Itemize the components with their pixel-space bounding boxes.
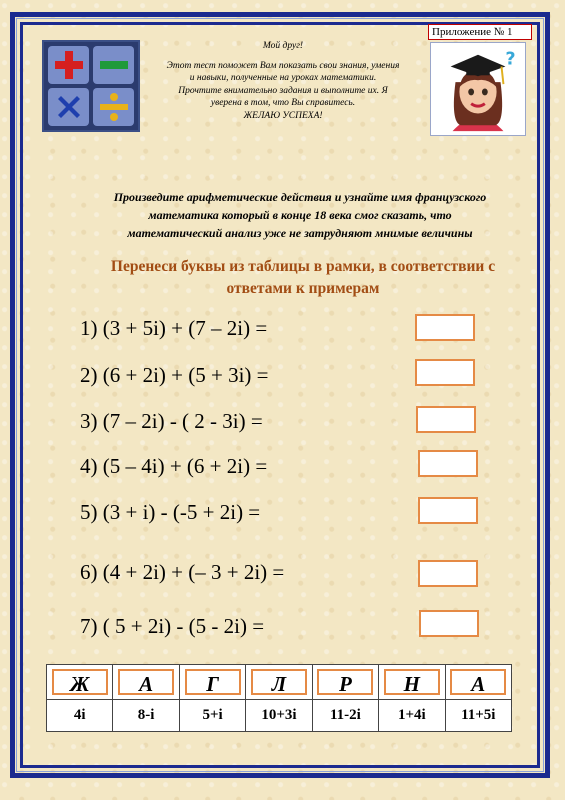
key-value: 8-i xyxy=(113,700,179,732)
key-value: 5+i xyxy=(179,700,245,732)
task-line: Произведите арифметические действия и узнайте имя французского xyxy=(113,190,487,204)
letter-cell xyxy=(312,665,378,700)
answer-box-6[interactable] xyxy=(418,560,478,587)
key-letter[interactable]: Н xyxy=(384,669,440,695)
exercise-4: 4) (5 – 4i) + (6 + 2i) = xyxy=(80,454,268,478)
intro-line: Этот тест поможет Вам показать свои знания, умения xyxy=(166,60,400,71)
intro-line: и навыки, полученные на уроках математики. xyxy=(189,73,377,83)
task-line: математика который в конце 18 века смог сказать, что xyxy=(148,208,452,222)
answer-box-3[interactable] xyxy=(416,406,476,433)
key-value: 1+4i xyxy=(379,700,445,732)
multiply-icon xyxy=(48,88,89,126)
answer-box-2[interactable] xyxy=(415,359,475,386)
answer-box-1[interactable] xyxy=(415,314,475,341)
teacher-avatar-icon xyxy=(430,42,526,136)
exercise-2: 2) (6 + 2i) + (5 + 3i) = xyxy=(80,363,269,387)
math-operations-icon xyxy=(42,40,140,132)
plus-icon xyxy=(48,46,89,84)
intro-greeting: Мой друг! xyxy=(262,41,304,51)
instruction-line: Перенеси буквы из таблицы в рамки, в соответствии с xyxy=(110,258,496,275)
exercise-5: 5) (3 + i) - (-5 + 2i) = xyxy=(80,500,261,524)
key-value: 10+3i xyxy=(246,700,312,732)
answer-box-5[interactable] xyxy=(418,497,478,524)
values-row xyxy=(47,700,512,732)
exercise-1: 1) (3 + 5i) + (7 – 2i) = xyxy=(80,316,268,340)
svg-text:?: ? xyxy=(505,49,516,70)
letters-row xyxy=(47,665,512,700)
exercise-6: 6) (4 + 2i) + (– 3 + 2i) = xyxy=(80,560,285,584)
key-value: 4i xyxy=(47,700,113,732)
key-value: 11+5i xyxy=(445,700,511,732)
intro-line: уверена в том, что Вы справитесь. xyxy=(210,98,356,108)
letter-cell xyxy=(445,665,511,700)
letter-cell xyxy=(47,665,113,700)
letter-cell xyxy=(379,665,445,700)
instruction-line: ответами к примерам xyxy=(226,280,380,297)
key-letter[interactable]: А xyxy=(118,669,174,695)
key-letter[interactable]: Г xyxy=(185,669,241,695)
letter-cell xyxy=(246,665,312,700)
key-letter[interactable]: Р xyxy=(317,669,373,695)
letter-key-table xyxy=(46,664,512,732)
key-letter[interactable]: Ж xyxy=(52,669,108,695)
answer-box-7[interactable] xyxy=(419,610,479,637)
minus-icon xyxy=(93,46,134,84)
key-letter[interactable]: Л xyxy=(251,669,307,695)
intro-message xyxy=(148,40,418,122)
letter-cell xyxy=(113,665,179,700)
key-letter[interactable]: А xyxy=(450,669,506,695)
divide-icon xyxy=(93,88,134,126)
exercise-7: 7) ( 5 + 2i) - (5 - 2i) = xyxy=(80,614,265,638)
key-value: 11-2i xyxy=(312,700,378,732)
instruction-heading xyxy=(78,256,528,300)
intro-line: ЖЕЛАЮ УСПЕХА! xyxy=(243,110,323,121)
answer-box-4[interactable] xyxy=(418,450,478,477)
intro-line: Прочтите внимательно задания и выполните их. Я xyxy=(178,85,388,96)
task-line: математический анализ уже не затрудняют мнимые величины xyxy=(127,226,473,240)
letter-cell xyxy=(179,665,245,700)
appendix-label: Приложение № 1 xyxy=(428,24,532,40)
task-description xyxy=(80,188,520,242)
exercise-3: 3) (7 – 2i) - ( 2 - 3i) = xyxy=(80,409,263,433)
